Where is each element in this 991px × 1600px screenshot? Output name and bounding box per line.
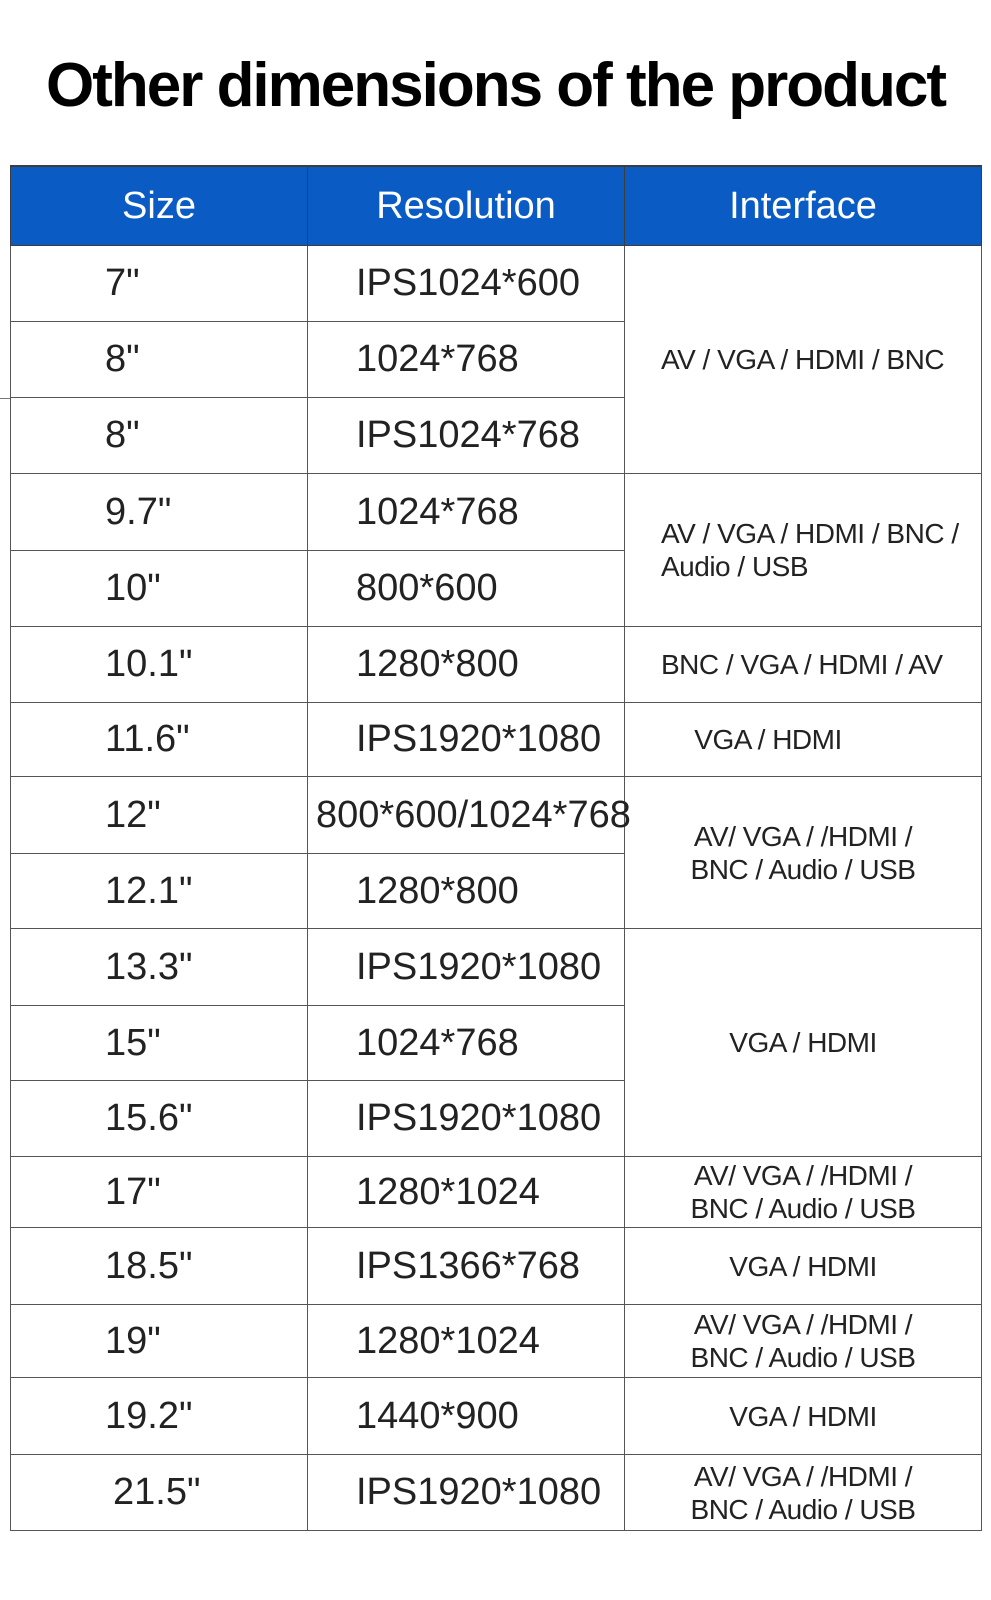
table-row	[11, 1378, 982, 1455]
interface-line: VGA / HDMI	[729, 1400, 877, 1432]
resolution-cell: 1280*1024	[308, 1157, 625, 1228]
interface-cell	[625, 1378, 982, 1455]
table-row	[11, 703, 982, 777]
size-cell: 7"	[11, 246, 308, 322]
interface-cell	[625, 246, 982, 474]
interface-cell	[625, 1228, 982, 1305]
interface-line: AV / VGA / HDMI / BNC /	[661, 518, 959, 549]
resolution-cell: 1024*768	[308, 474, 625, 551]
interface-line: AV / VGA / HDMI / BNC	[661, 344, 945, 375]
interface-cell	[625, 474, 982, 627]
divider	[0, 398, 10, 399]
size-cell: 10.1"	[11, 627, 308, 703]
size-cell: 17"	[11, 1157, 308, 1228]
interface-line: AV/ VGA / /HDMI /	[693, 1160, 913, 1191]
product-dimensions-table	[10, 165, 982, 1531]
interface-line: VGA / HDMI	[729, 1027, 877, 1058]
size-cell: 15"	[11, 1006, 308, 1081]
table-header-row	[11, 166, 982, 246]
interface-line: BNC / Audio / USB	[690, 1342, 916, 1373]
interface-line: Audio / USB	[661, 551, 809, 582]
size-cell: 13.3"	[11, 929, 308, 1006]
interface-cell	[625, 1455, 982, 1531]
resolution-cell: 800*600	[308, 551, 625, 627]
interface-cell	[625, 777, 982, 929]
interface-cell	[625, 929, 982, 1157]
size-cell: 8"	[11, 398, 308, 474]
resolution-cell: 1440*900	[308, 1378, 625, 1455]
interface-cell	[625, 1305, 982, 1378]
table-row	[11, 777, 982, 854]
resolution-cell: IPS1024*600	[308, 246, 625, 322]
table-row	[11, 474, 982, 551]
interface-cell	[625, 1157, 982, 1228]
resolution-cell: 1280*800	[308, 854, 625, 929]
interface-cell	[625, 627, 982, 703]
table-row	[11, 246, 982, 322]
table-row	[11, 1305, 982, 1378]
size-cell: 19.2"	[11, 1378, 308, 1455]
resolution-cell: IPS1920*1080	[308, 1081, 625, 1157]
resolution-cell: 1280*800	[308, 627, 625, 703]
resolution-cell: IPS1366*768	[308, 1228, 625, 1305]
interface-line: BNC / Audio / USB	[690, 1493, 916, 1525]
size-cell: 8"	[11, 322, 308, 398]
interface-cell	[625, 703, 982, 777]
interface-line: AV/ VGA / /HDMI /	[693, 820, 913, 852]
size-cell: 21.5"	[11, 1455, 308, 1531]
interface-line: BNC / Audio / USB	[690, 853, 916, 885]
table-row	[11, 627, 982, 703]
size-cell: 18.5"	[11, 1228, 308, 1305]
table-row	[11, 1228, 982, 1305]
interface-line: AV/ VGA / /HDMI /	[693, 1460, 913, 1492]
size-cell: 9.7"	[11, 474, 308, 551]
table-row	[11, 1455, 982, 1531]
interface-line: BNC / Audio / USB	[690, 1193, 916, 1224]
resolution-cell: 1024*768	[308, 322, 625, 398]
interface-line: VGA / HDMI	[729, 1250, 877, 1282]
interface-line: VGA / HDMI	[694, 724, 842, 755]
resolution-cell: 1280*1024	[308, 1305, 625, 1378]
interface-line: BNC / VGA / HDMI / AV	[661, 649, 943, 680]
size-cell: 19"	[11, 1305, 308, 1378]
size-cell: 15.6"	[11, 1081, 308, 1157]
header-interface: Interface	[625, 166, 982, 246]
interface-line: AV/ VGA / /HDMI /	[693, 1309, 913, 1340]
resolution-cell: IPS1024*768	[308, 398, 625, 474]
size-cell: 11.6"	[11, 703, 308, 777]
resolution-cell: IPS1920*1080	[308, 929, 625, 1006]
resolution-cell: 1024*768	[308, 1006, 625, 1081]
header-size: Size	[11, 166, 308, 246]
size-cell: 12"	[11, 777, 308, 854]
page-title: Other dimensions of the product	[45, 51, 946, 120]
size-cell: 10"	[11, 551, 308, 627]
size-cell: 12.1"	[11, 854, 308, 929]
table-row	[11, 929, 982, 1006]
resolution-cell: IPS1920*1080	[308, 703, 625, 777]
table-row	[11, 1157, 982, 1228]
resolution-cell: 800*600/1024*768	[308, 777, 625, 854]
header-resolution: Resolution	[308, 166, 625, 246]
resolution-cell: IPS1920*1080	[308, 1455, 625, 1531]
